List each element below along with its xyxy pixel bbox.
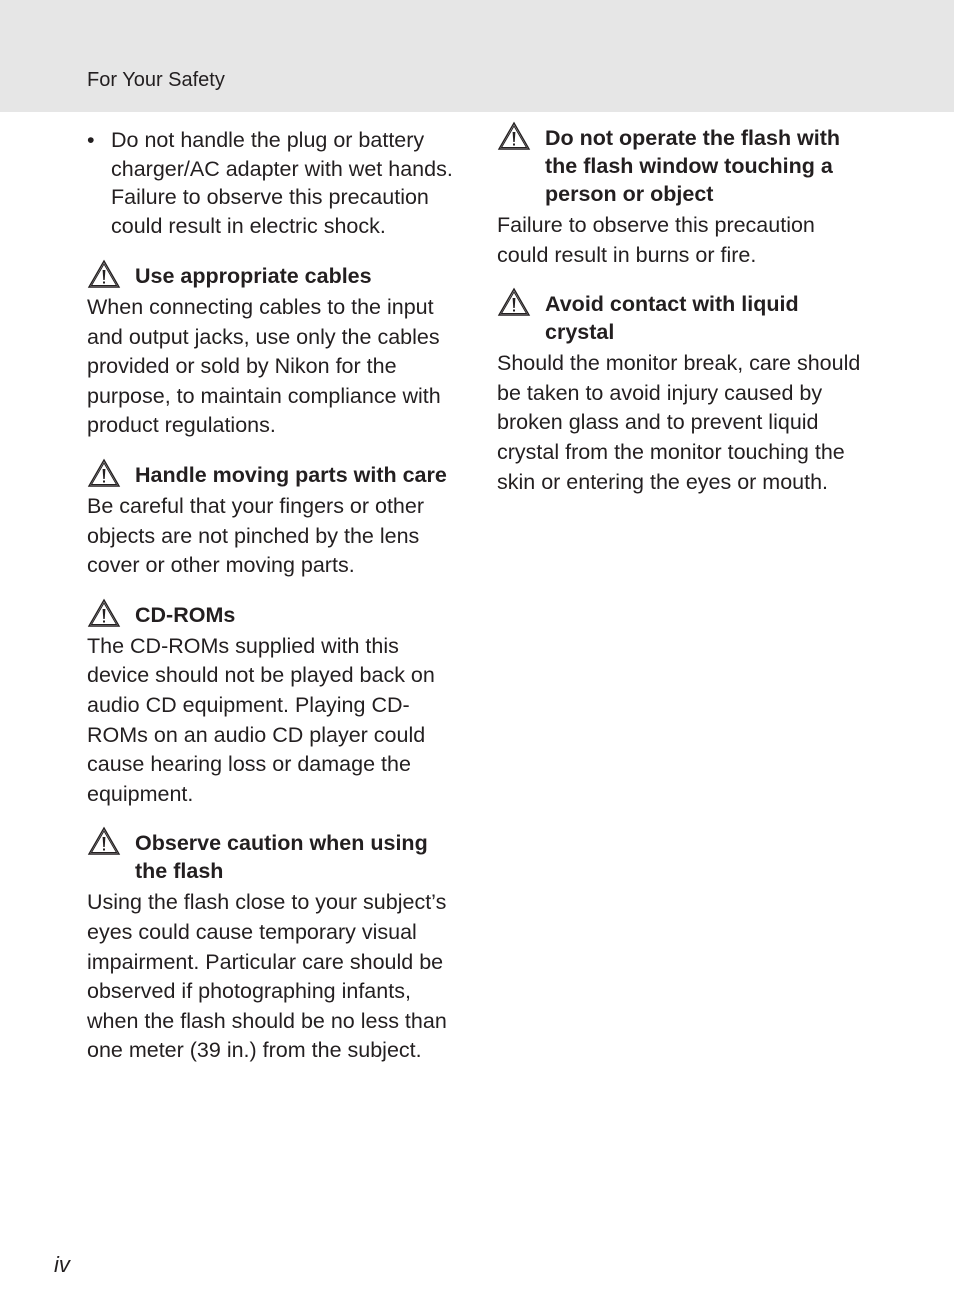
caution-body: Should the monitor break, care should be taken to avoid injury caused by broken glass and to prevent liquid crystal from the monitor touching the skin or entering the eyes or mouth.	[497, 351, 861, 494]
bullet-dot: •	[87, 128, 95, 152]
caution-body: When connecting cables to the input and output jacks, use only the cables provided or sold by Nikon for the purpose, to maintain compliance with product regulations.	[87, 295, 441, 438]
caution-heading	[87, 461, 459, 489]
bullet-text: Do not handle the plug or battery charger/AC adapter with wet hands. Failure to observe this precaution could result in electric shock.	[111, 128, 453, 238]
caution-body: The CD-ROMs supplied with this device should not be played back on audio CD equipment. Playing CD-ROMs on an audio CD player could cause hearing loss or damage the equipment.	[87, 633, 435, 806]
caution-triangle-icon	[497, 121, 531, 151]
caution-body: Using the flash close to your subject’s eyes could cause temporary visual impairment. Particular care should be observed if photographing infants, when the flash should be no less than one meter (39 in.) from the subject.	[87, 890, 447, 1063]
caution-heading	[497, 124, 869, 208]
caution-section-moving-parts	[87, 461, 459, 581]
caution-triangle-icon	[87, 458, 121, 488]
caution-section-cd-roms	[87, 601, 459, 810]
caution-section-cables	[87, 262, 459, 441]
section-header-title: For Your Safety	[87, 69, 225, 91]
caution-section-liquid-crystal	[497, 290, 869, 497]
caution-triangle-icon	[87, 598, 121, 628]
caution-heading-text: Handle moving parts with care	[135, 462, 447, 487]
caution-triangle-icon	[87, 259, 121, 289]
right-column	[497, 124, 869, 517]
caution-body: Failure to observe this precaution could result in burns or fire.	[497, 213, 815, 267]
caution-heading-text: CD-ROMs	[135, 602, 236, 627]
header-band	[0, 0, 954, 112]
left-column	[87, 124, 459, 1086]
caution-section-flash-use	[87, 829, 459, 1066]
caution-heading-text: Use appropriate cables	[135, 264, 372, 288]
caution-triangle-icon	[87, 826, 121, 856]
caution-heading-text: Observe caution when using the flash	[135, 831, 428, 884]
caution-triangle-icon	[497, 287, 531, 317]
caution-heading	[87, 829, 459, 885]
bullet-item	[87, 126, 459, 240]
caution-heading	[497, 290, 869, 346]
caution-heading-text: Do not operate the flash with the flash window touching a person or object	[545, 126, 841, 206]
caution-heading	[87, 262, 459, 290]
caution-heading	[87, 601, 459, 629]
page-number: iv	[54, 1252, 70, 1277]
caution-heading-text: Avoid contact with liquid crystal	[545, 292, 799, 345]
caution-body: Be careful that your fingers or other objects are not pinched by the lens cover or other moving parts.	[87, 493, 425, 578]
caution-section-flash-window	[497, 124, 869, 270]
